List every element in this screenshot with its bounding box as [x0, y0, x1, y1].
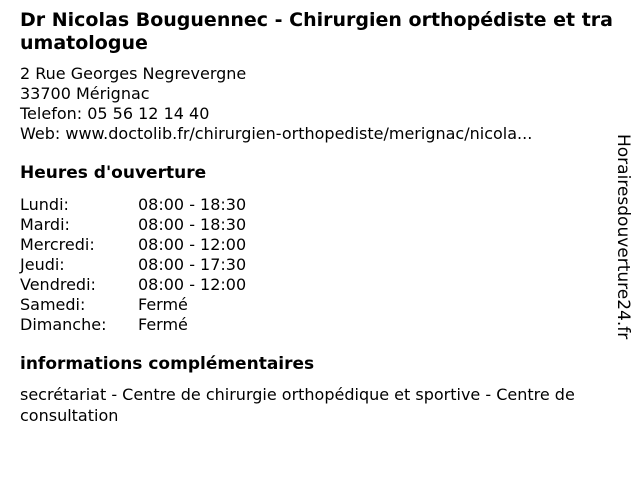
phone-number[interactable]: 05 56 12 14 40 [87, 104, 210, 123]
hours-value: 08:00 - 12:00 [138, 275, 247, 294]
hours-row-monday [20, 195, 246, 215]
hours-row-wednesday [20, 235, 246, 255]
hours-value: 08:00 - 17:30 [138, 255, 247, 274]
opening-hours-heading: Heures d'ouverture [20, 163, 207, 183]
hours-value: 08:00 - 18:30 [138, 195, 247, 214]
hours-value: 08:00 - 12:00 [138, 235, 247, 254]
city: 33700 Mérignac [20, 84, 150, 103]
additional-info-text: secrétariat - Centre de chirurgie orthopédique et sportive - Centre de consultation [20, 385, 575, 425]
day-label: Lundi: [20, 195, 69, 214]
website-link[interactable]: www.doctolib.fr/chirurgien-orthopediste/merignac/nicola... [65, 124, 533, 143]
day-label: Mardi: [20, 215, 70, 234]
web-line [20, 124, 532, 144]
hours-row-thursday [20, 255, 246, 275]
additional-info-heading: informations complémentaires [20, 354, 315, 374]
street-address: 2 Rue Georges Negrevergne [20, 64, 247, 83]
address-block [20, 64, 532, 144]
web-label: Web: [20, 124, 61, 143]
hours-value: 08:00 - 18:30 [138, 215, 247, 234]
day-label: Mercredi: [20, 235, 95, 254]
hours-value: Fermé [138, 315, 188, 334]
hours-row-saturday [20, 295, 246, 315]
site-watermark: Horairesdouverture24.fr [613, 134, 633, 340]
page-title: Dr Nicolas Bouguennec - Chirurgien orthopédiste et traumatologue [20, 9, 613, 54]
phone-label: Telefon: [20, 104, 83, 123]
hours-row-friday [20, 275, 246, 295]
day-label: Samedi: [20, 295, 86, 314]
hours-value: Fermé [138, 295, 188, 314]
phone-line [20, 104, 532, 124]
opening-hours-table [20, 195, 246, 335]
day-label: Jeudi: [20, 255, 65, 274]
hours-row-sunday [20, 315, 246, 335]
hours-row-tuesday [20, 215, 246, 235]
day-label: Vendredi: [20, 275, 96, 294]
day-label: Dimanche: [20, 315, 107, 334]
